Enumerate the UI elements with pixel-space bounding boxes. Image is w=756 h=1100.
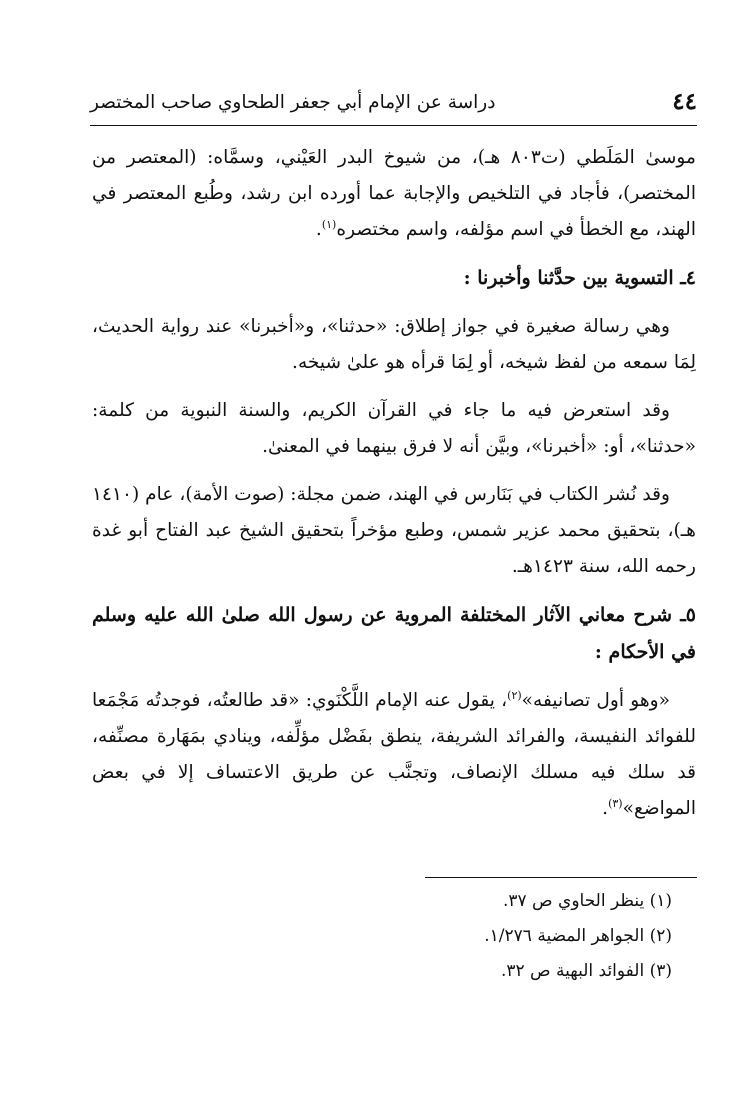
footnote-3: (٣) الفوائد البهية ص ٣٢. [500,961,672,981]
footnote-ref-3: (٣) [608,796,623,810]
intro-paragraph [92,140,696,248]
section-5-paragraph [92,683,696,827]
header-rule [90,125,697,126]
footnote-ref-1: (١) [321,217,337,231]
section-4-paragraph-3: وقد نُشر الكتاب في بَنَارس في الهند، ضمن مجلة: (صوت الأمة)، عام (١٤١٠ هـ)، بتحقيق محمد عزير شمس، وطبع مؤخراً بتحقيق الشيخ عبد الفتاح أبو غدة رحمه الله، سنة ١٤٢٣هـ. [92,484,696,577]
intro-end: . [315,219,322,240]
page-header [90,84,697,124]
intro-text: موسىٰ المَلَطي (ت٨٠٣ هـ)، من شيوخ البدر العَيْني، وسمَّاه: (المعتصر من المختصر)، فأجاد في التلخيص والإجابة عما أورده ابن رشد، وطُبع المعتصر في الهند، مع الخطأ في اسم مؤلفه، واسم مختصره [92,147,696,240]
running-title: دراسة عن الإمام أبي جعفر الطحاوي صاحب المختصر [90,92,496,113]
footnote-ref-2: (٢) [507,688,522,702]
quote-body: ، يقول عنه الإمام اللَّكْنَوي: «قد طالعتُه، فوجدتُه مَجْمَعا للفوائد النفيسة، والفرائد الشريفة، ينطق بفَضْل مؤلِّفه، وينادي بمَهَارة مصنِّفه، قد سلك فيه مسلك الإنصاف، وتجنَّب عن طريق الاعتساف إلا في بعض المواضع» [92,690,696,819]
section-4-paragraph-1: وهي رسالة صغيرة في جواز إطلاق: «حدثنا»، و«أخبرنا» عند رواية الحديث، لِمَا سمعه من لفظ شيخه، أو لِمَا قرأه هو علىٰ شيخه. [92,316,696,373]
section-4-paragraph-2: وقد استعرض فيه ما جاء في القرآن الكريم، والسنة النبوية من كلمة: «حدثنا»، أو: «أخبرنا»، وبيَّن أنه لا فرق بينهما في المعنىٰ. [92,400,696,457]
footnote-separator [425,877,697,878]
quote-end: . [602,798,609,819]
page-number: ٤٤ [672,88,697,115]
footnotes [300,884,672,989]
page-body [92,140,696,839]
quote-start: «وهو أول تصانيفه» [521,690,671,711]
footnote-1: (١) ينظر الحاوي ص ٣٧. [502,891,672,911]
footnote-2: (٢) الجواهر المضية ١/٢٧٦. [484,926,672,946]
section-5-heading: ٥ـ شرح معاني الآثار المختلفة المروية عن رسول الله صلىٰ الله عليه وسلم في الأحكام : [92,604,696,663]
section-4-heading: ٤ـ التسوية بين حدَّثنا وأخبرنا : [463,267,696,289]
